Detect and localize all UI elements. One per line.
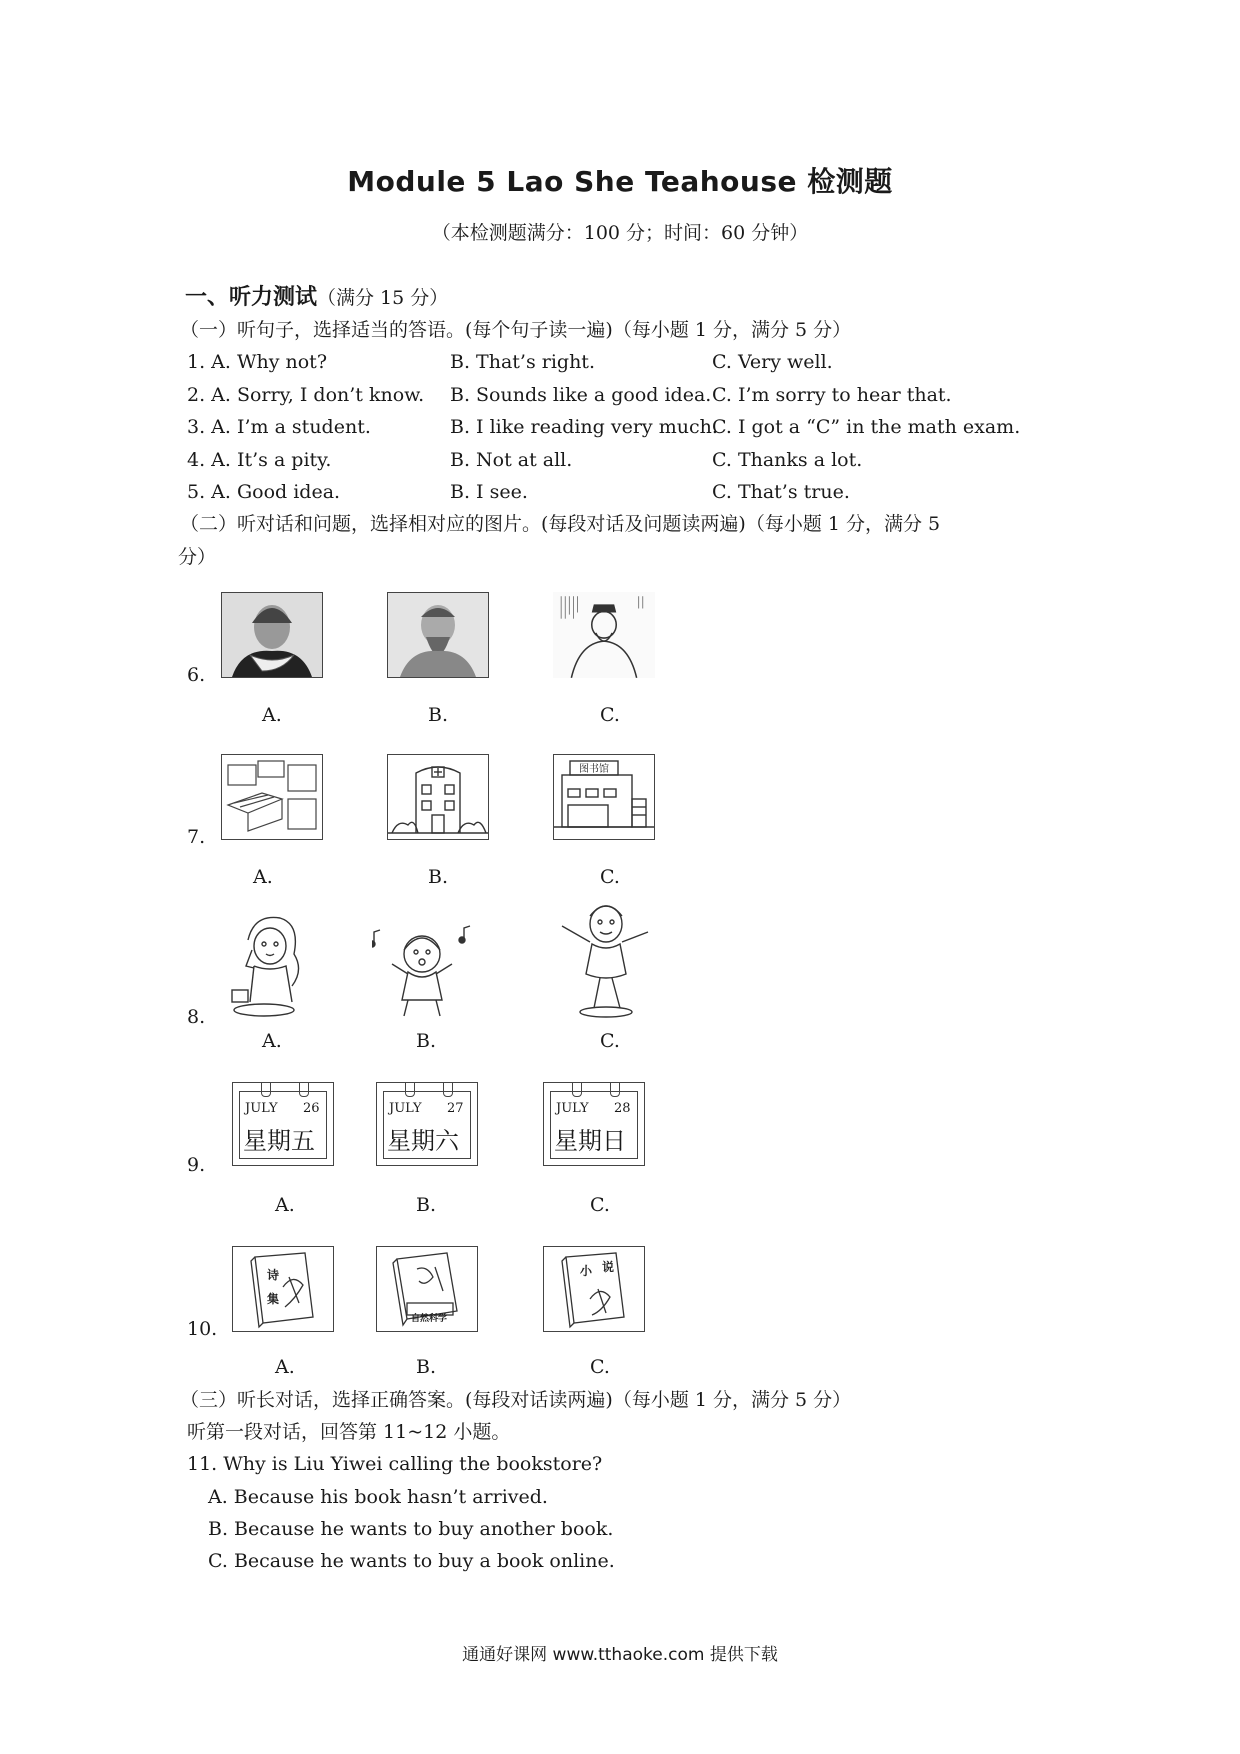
q2-option-a: 2. A. Sorry, I don’t know. <box>187 384 425 406</box>
q6-label-c: C. <box>600 704 620 726</box>
part3-lead: 听第一段对话，回答第 11~12 小题。 <box>187 1421 511 1443</box>
q6-number: 6. <box>187 664 206 686</box>
q11-stem: 11. Why is Liu Yiwei calling the bookstore? <box>187 1453 603 1475</box>
q3-option-a: 3. A. I’m a student. <box>187 416 371 438</box>
girl-dancing-icon <box>554 896 654 1020</box>
q4-option-c: C. Thanks a lot. <box>712 449 863 471</box>
book-icon <box>544 1247 644 1331</box>
hospital-icon <box>388 755 488 839</box>
q10-image-c-novel-book <box>543 1246 645 1332</box>
q7-image-c-library <box>553 754 655 840</box>
section-heading <box>185 286 448 310</box>
q9-label-b: B. <box>416 1194 437 1216</box>
calendar-date: 27 <box>447 1101 464 1116</box>
q7-label-c: C. <box>600 866 620 888</box>
q10-label-b: B. <box>416 1356 437 1378</box>
q11-option-a: A. Because his book hasn’t arrived. <box>208 1486 548 1508</box>
section-score-note: （满分 15 分） <box>317 287 449 309</box>
q9-calendar-b <box>376 1082 478 1166</box>
q8-image-b-girl-singing <box>372 920 472 1020</box>
book-title: 自然科学 <box>411 1314 448 1324</box>
book-title-char-1: 诗 <box>267 1268 280 1282</box>
q8-number: 8. <box>187 1006 206 1028</box>
q6-label-a: A. <box>262 704 282 726</box>
calendar-weekday: 星期日 <box>554 1127 626 1155</box>
q9-number: 9. <box>187 1154 206 1176</box>
library-icon <box>554 755 654 839</box>
calendar-date: 28 <box>614 1101 631 1116</box>
calendar-weekday: 星期六 <box>387 1127 459 1155</box>
q9-label-a: A. <box>275 1194 295 1216</box>
page-footer: 通通好课网 www.tthaoke.com 提供下载 <box>462 1645 778 1665</box>
portrait-icon <box>222 593 322 677</box>
page-title: Module 5 Lao She Teahouse 检测题 <box>347 165 893 198</box>
q8-label-a: A. <box>262 1030 282 1052</box>
calendar-month: JULY <box>245 1101 278 1116</box>
book-icon <box>233 1247 333 1331</box>
calendar-date: 26 <box>303 1101 320 1116</box>
q6-image-c-ancient-poet-drawing <box>553 592 655 678</box>
section-title: 一、听力测试 <box>185 285 318 310</box>
calendar-weekday: 星期五 <box>243 1127 315 1155</box>
book-title-char-2: 说 <box>602 1260 615 1274</box>
part2-instruction-line2: 分） <box>178 546 217 568</box>
book-title-char-2: 集 <box>267 1292 280 1306</box>
q7-label-b: B. <box>428 866 449 888</box>
book-title-char-1: 小 <box>580 1264 593 1278</box>
q11-option-b: B. Because he wants to buy another book. <box>208 1518 614 1540</box>
portrait-icon <box>388 593 488 677</box>
q10-label-c: C. <box>590 1356 610 1378</box>
part2-instruction-line1: （二）听对话和问题，选择相对应的图片。(每段对话及问题读两遍)（每小题 1 分，满分 5 <box>180 513 941 535</box>
q7-image-b-hospital <box>387 754 489 840</box>
q8-label-b: B. <box>416 1030 437 1052</box>
q8-image-a-girl-on-phone <box>224 910 316 1020</box>
portrait-icon <box>553 592 655 678</box>
calendar-month: JULY <box>556 1101 589 1116</box>
shelves-icon <box>222 755 322 839</box>
q5-option-b: B. I see. <box>450 481 528 503</box>
q5-option-c: C. That’s true. <box>712 481 850 503</box>
page-subtitle: （本检测题满分：100 分；时间：60 分钟） <box>431 222 809 244</box>
q4-option-a: 4. A. It’s a pity. <box>187 449 332 471</box>
part1-instruction: （一）听句子，选择适当的答语。(每个句子读一遍)（每小题 1 分，满分 5 分） <box>180 319 852 341</box>
girl-singing-icon <box>372 920 472 1020</box>
q8-image-c-girl-dancing <box>554 896 654 1020</box>
q6-image-a-shakespeare-portrait <box>221 592 323 678</box>
q11-option-c: C. Because he wants to buy a book online. <box>208 1550 615 1572</box>
q5-option-a: 5. A. Good idea. <box>187 481 341 503</box>
q7-label-a: A. <box>253 866 273 888</box>
q6-image-b-confucius-portrait <box>387 592 489 678</box>
q1-option-c: C. Very well. <box>712 351 833 373</box>
q3-option-c: C. I got a “C” in the math exam. <box>712 416 1021 438</box>
q3-option-b: B. I like reading very much. <box>450 416 718 438</box>
q7-number: 7. <box>187 826 206 848</box>
q8-label-c: C. <box>600 1030 620 1052</box>
q2-option-c: C. I’m sorry to hear that. <box>712 384 952 406</box>
q9-calendar-c <box>543 1082 645 1166</box>
q7-image-a-supermarket <box>221 754 323 840</box>
q10-image-b-science-book <box>376 1246 478 1332</box>
part3-instruction: （三）听长对话，选择正确答案。(每段对话读两遍)（每小题 1 分，满分 5 分） <box>180 1389 852 1411</box>
girl-phone-icon <box>224 910 316 1020</box>
q9-calendar-a <box>232 1082 334 1166</box>
q9-label-c: C. <box>590 1194 610 1216</box>
library-sign-text: 图书馆 <box>579 764 609 775</box>
q2-option-b: B. Sounds like a good idea. <box>450 384 712 406</box>
q1-option-b: B. That’s right. <box>450 351 595 373</box>
q10-number: 10. <box>187 1318 218 1340</box>
q1-option-a: 1. A. Why not? <box>187 351 328 373</box>
q4-option-b: B. Not at all. <box>450 449 573 471</box>
q6-label-b: B. <box>428 704 449 726</box>
q10-image-a-poetry-book <box>232 1246 334 1332</box>
q10-label-a: A. <box>275 1356 295 1378</box>
calendar-month: JULY <box>389 1101 422 1116</box>
